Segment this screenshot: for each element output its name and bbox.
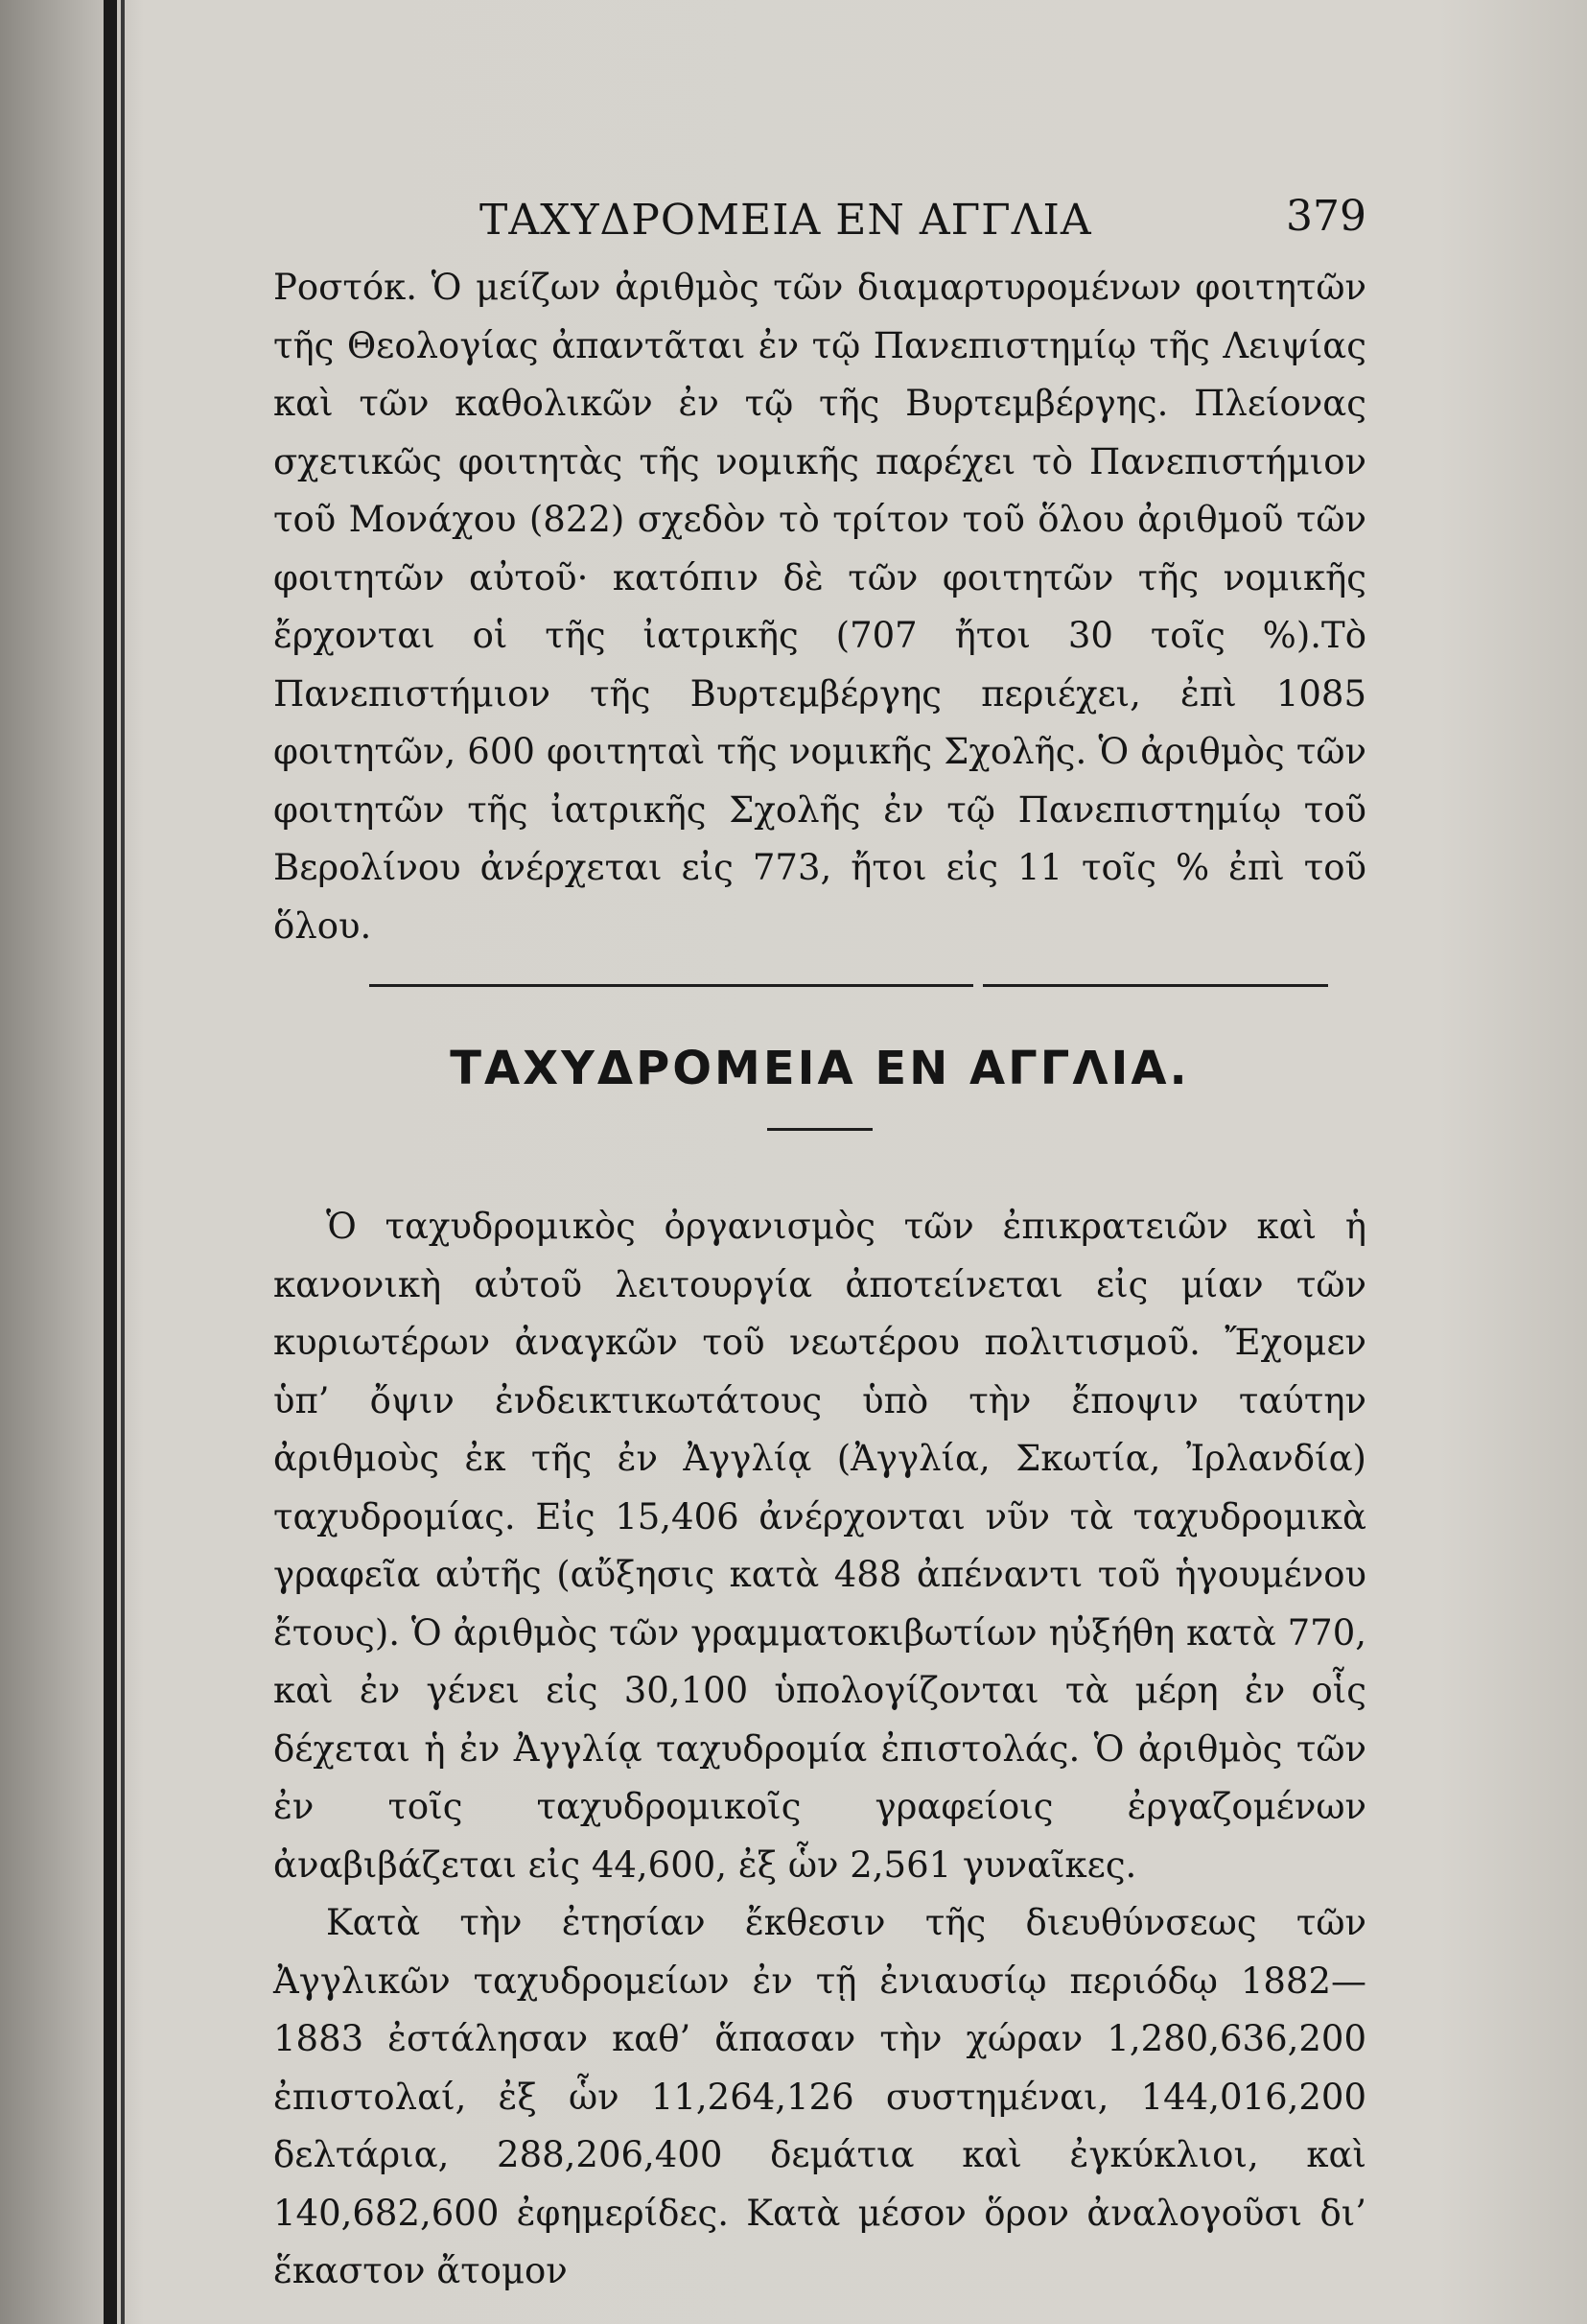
page-content xyxy=(273,182,1366,2301)
book-spine-edge-inner xyxy=(121,0,125,2324)
heading-underline-rule xyxy=(767,1128,873,1131)
section-heading: ΤΑΧΥΔΡΟΜΕΙΑ ΕΝ ΑΓΓΛΙΑ. xyxy=(450,1042,1190,1095)
section-paragraph-1: Ὁ ταχυδρομικὸς ὀργανισμὸς τῶν ἐπικρατειῶν καὶ ἡ κανονικὴ αὐτοῦ λειτουργία ἀποτείνεται εἰς μίαν τῶν κυριωτέρων ἀναγκῶν τοῦ νεωτέρου πολιτισμοῦ. Ἔχομεν ὑπ’ ὄψιν ἐνδεικτικωτάτους ὑπὸ τὴν ἔποψιν ταύτην ἀριθμοὺς ἐκ τῆς ἐν Ἀγγλίᾳ (Ἀγγλία, Σκωτία, Ἰρλανδία) ταχυδρομίας. Εἰς 15,406 ἀνέρχονται νῦν τὰ ταχυδρομικὰ γραφεῖα αὐτῆς (αὔξησις κατὰ 488 ἀπέναντι τοῦ ἡγουμένου ἔτους). Ὁ ἀριθμὸς τῶν γραμματοκιβωτίων ηὐξήθη κατὰ 770, καὶ ἐν γένει εἰς 30,100 ὑπολογίζονται τὰ μέρη ἐν οἷς δέχεται ἡ ἐν Ἀγγλίᾳ ταχυδρομία ἐπιστολάς. Ὁ ἀριθμὸς τῶν ἐν τοῖς ταχυδρομικοῖς γραφείοις ἐργαζομένων ἀναβιβάζεται εἰς 44,600, ἐξ ὧν 2,561 γυναῖκες. xyxy=(273,1206,1366,1886)
running-title: ΤΑΧΥΔΡΟΜΕΙΑ ΕΝ ΑΓΓΛΙΑ xyxy=(479,196,1092,245)
book-spine-edge xyxy=(104,0,117,2324)
separator-rule-left xyxy=(369,984,973,987)
body-paragraph-continued: Ροστόκ. Ὁ μείζων ἀριθμὸς τῶν διαμαρτυρομένων φοιτητῶν τῆς Θεολογίας ἀπαντᾶται ἐν τῷ Πανεπιστημίῳ τῆς Λειψίας καὶ τῶν καθολικῶν ἐν τῷ τῆς Βυρτεμβέργης. Πλείονας σχετικῶς φοιτητὰς τῆς νομικῆς παρέχει τὸ Πανεπιστήμιον τοῦ Μονάχου (822) σχεδὸν τὸ τρίτον τοῦ ὅλου ἀριθμοῦ τῶν φοιτητῶν αὐτοῦ· κατόπιν δὲ τῶν φοιτητῶν τῆς νομικῆς ἔρχονται οἱ τῆς ἰατρικῆς (707 ἤτοι 30 τοῖς %).Τὸ Πανεπιστήμιον τῆς Βυρτεμβέργης περιέχει, ἐπὶ 1085 φοιτητῶν, 600 φοιτηταὶ τῆς νομικῆς Σχολῆς. Ὁ ἀριθμὸς τῶν φοιτητῶν τῆς ἰατρικῆς Σχολῆς ἐν τῷ Πανεπιστημίῳ τοῦ Βερολίνου ἀνέρχεται εἰς 773, ἤτοι εἰς 11 τοῖς % ἐπὶ τοῦ ὅλου. xyxy=(273,267,1366,947)
separator-rule-right xyxy=(983,984,1328,987)
page-number: 379 xyxy=(1286,192,1366,241)
running-head xyxy=(273,182,1366,259)
section-separator-rule xyxy=(273,976,1366,1005)
section-paragraph-2: Κατὰ τὴν ἐτησίαν ἔκθεσιν τῆς διευθύνσεως τῶν Ἀγγλικῶν ταχυδρομείων ἐν τῇ ἐνιαυσίῳ περιόδῳ 1882—1883 ἐστάλησαν καθ’ ἅπασαν τὴν χώραν 1,280,636,200 ἐπιστολαί, ἐξ ὧν 11,264,126 συστημέναι, 144,016,200 δελτάρια, 288,206,400 δεμάτια καὶ ἐγκύκλιοι, καὶ 140,682,600 ἐφημερίδες. Κατὰ μέσον ὅρον ἀναλογοῦσι δι’ ἕκαστον ἄτομον xyxy=(273,1902,1366,2291)
